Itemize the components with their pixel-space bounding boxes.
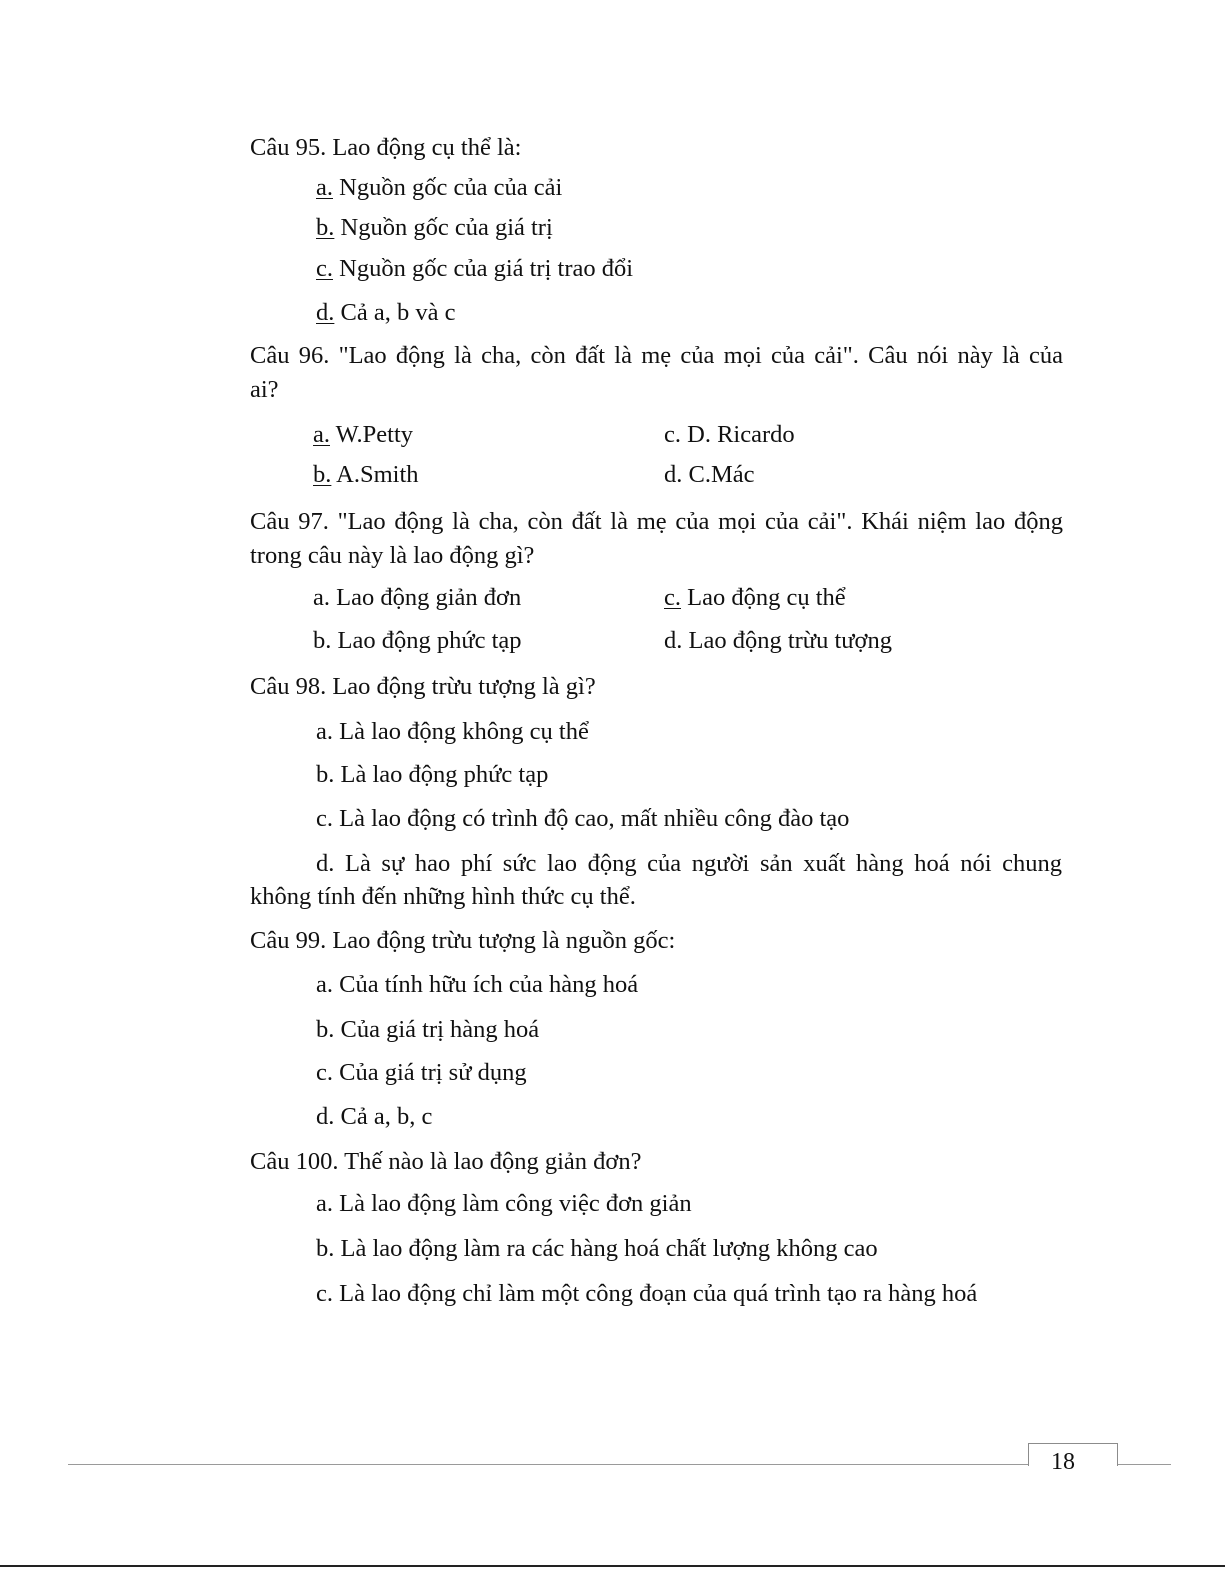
question-98: Câu 98. Lao động trừu tượng là gì? bbox=[250, 673, 596, 700]
option-label: b. bbox=[313, 461, 332, 488]
option-label: a. bbox=[313, 421, 330, 448]
option-text: Nguồn gốc của giá trị bbox=[334, 214, 553, 241]
q96-option-a bbox=[313, 423, 413, 448]
question-99: Câu 99. Lao động trừu tượng là nguồn gốc: bbox=[250, 927, 676, 954]
q95-option-b bbox=[316, 216, 553, 241]
q97-option-a: a. Lao động giản đơn bbox=[313, 584, 522, 611]
option-text: W.Petty bbox=[330, 421, 414, 448]
option-label: d. bbox=[316, 299, 335, 326]
option-text: Nguồn gốc của của cải bbox=[333, 174, 563, 201]
footer-rule bbox=[68, 1464, 1171, 1465]
question-97-continuation: trong câu này là lao động gì? bbox=[250, 542, 535, 569]
option-text: Lao động cụ thể bbox=[681, 584, 846, 611]
question-100: Câu 100. Thế nào là lao động giản đơn? bbox=[250, 1148, 642, 1175]
q100-option-c: c. Là lao động chỉ làm một công đoạn của quá trình tạo ra hàng hoá bbox=[316, 1280, 978, 1307]
q95-option-c bbox=[316, 257, 633, 282]
q99-option-d: d. Cả a, b, c bbox=[316, 1103, 433, 1130]
q98-option-c: c. Là lao động có trình độ cao, mất nhiều công đào tạo bbox=[316, 805, 850, 832]
q98-option-b: b. Là lao động phức tạp bbox=[316, 761, 549, 788]
q98-option-a: a. Là lao động không cụ thể bbox=[316, 718, 589, 745]
question-96-continuation: ai? bbox=[250, 376, 279, 403]
question-95: Câu 95. Lao động cụ thể là: bbox=[250, 134, 522, 161]
q96-option-c: c. D. Ricardo bbox=[664, 421, 795, 448]
page-number: 18 bbox=[1051, 1449, 1075, 1475]
question-97: Câu 97. "Lao động là cha, còn đất là mẹ của mọi của cải". Khái niệm lao động bbox=[250, 508, 1063, 535]
q95-option-d bbox=[316, 301, 455, 326]
q98-option-d: d. Là sự hao phí sức lao động của người sản xuất hàng hoá nói chung bbox=[316, 850, 1062, 877]
option-text: A.Smith bbox=[331, 461, 419, 488]
option-label: c. bbox=[664, 584, 681, 611]
q100-option-a: a. Là lao động làm công việc đơn giản bbox=[316, 1190, 692, 1217]
q99-option-a: a. Của tính hữu ích của hàng hoá bbox=[316, 971, 639, 998]
option-text: Cả a, b và c bbox=[334, 299, 456, 326]
q99-option-b: b. Của giá trị hàng hoá bbox=[316, 1016, 540, 1043]
bottom-border bbox=[0, 1565, 1225, 1567]
q97-option-d: d. Lao động trừu tượng bbox=[664, 627, 893, 654]
q98-option-d-continuation: không tính đến những hình thức cụ thể. bbox=[250, 883, 636, 910]
q97-option-b: b. Lao động phức tạp bbox=[313, 627, 522, 654]
q97-option-c bbox=[664, 586, 846, 611]
q96-option-b bbox=[313, 463, 419, 488]
q99-option-c: c. Của giá trị sử dụng bbox=[316, 1059, 527, 1086]
q96-option-d: d. C.Mác bbox=[664, 461, 755, 488]
option-label: c. bbox=[316, 255, 333, 282]
q100-option-b: b. Là lao động làm ra các hàng hoá chất lượng không cao bbox=[316, 1235, 878, 1262]
option-text: Nguồn gốc của giá trị trao đổi bbox=[333, 255, 634, 282]
question-96: Câu 96. "Lao động là cha, còn đất là mẹ của mọi của cải". Câu nói này là của bbox=[250, 342, 1063, 369]
option-label: a. bbox=[316, 174, 333, 201]
option-label: b. bbox=[316, 214, 335, 241]
q95-option-a bbox=[316, 176, 562, 201]
